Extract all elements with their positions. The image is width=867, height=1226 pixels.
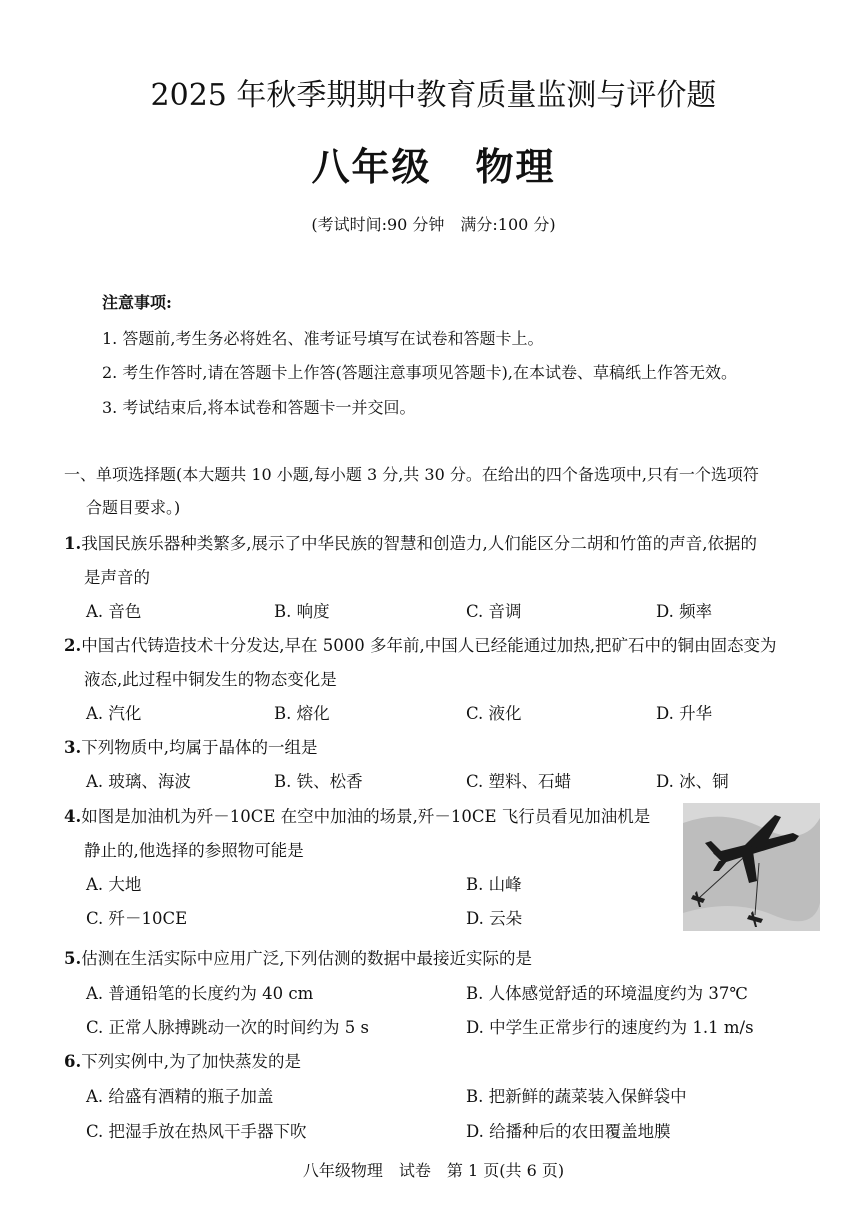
option-a[interactable]: A. 给盛有酒精的瓶子加盖 bbox=[86, 1087, 274, 1106]
option-a[interactable]: A. 汽化 bbox=[86, 704, 142, 723]
option-b[interactable]: B. 铁、松香 bbox=[274, 772, 363, 791]
option-c[interactable]: C. 塑料、石蜡 bbox=[466, 772, 572, 791]
option-c[interactable]: C. 歼－10CE bbox=[86, 909, 188, 928]
option-a[interactable]: A. 玻璃、海波 bbox=[86, 772, 191, 791]
question-stem: 我国民族乐器种类繁多,展示了中华民族的智慧和创造力,人们能区分二胡和竹笛的声音,依据的 bbox=[81, 534, 757, 553]
subject-label: 物理 bbox=[475, 144, 556, 189]
question-number: 6. bbox=[64, 1052, 82, 1071]
page-footer: 八年级物理 试卷 第 1 页(共 6 页) bbox=[302, 1161, 565, 1180]
question-stem: 如图是加油机为歼－10CE 在空中加油的场景,歼－10CE 飞行员看见加油机是 bbox=[81, 807, 651, 826]
option-b[interactable]: B. 山峰 bbox=[466, 875, 522, 894]
option-b[interactable]: B. 熔化 bbox=[274, 704, 330, 723]
option-c[interactable]: C. 音调 bbox=[466, 602, 522, 621]
exam-info: (考试时间:90 分钟 满分:100 分) bbox=[311, 215, 556, 234]
option-d[interactable]: D. 给播种后的农田覆盖地膜 bbox=[466, 1122, 671, 1141]
exam-title: 2025 年秋季期期中教育质量监测与评价题 bbox=[150, 78, 717, 113]
question-stem-cont: 是声音的 bbox=[84, 568, 150, 587]
option-a[interactable]: A. 音色 bbox=[86, 602, 142, 621]
option-a[interactable]: A. 普通铅笔的长度约为 40 cm bbox=[86, 984, 314, 1003]
exam-subtitle bbox=[0, 136, 867, 191]
notice-item: 2. 考生作答时,请在答题卡上作答(答题注意事项见答题卡),在本试卷、草稿纸上作答无效。 bbox=[102, 363, 738, 382]
option-a[interactable]: A. 大地 bbox=[86, 875, 142, 894]
option-d[interactable]: D. 频率 bbox=[656, 602, 713, 621]
question-5 bbox=[64, 945, 532, 969]
question-stem-cont: 液态,此过程中铜发生的物态变化是 bbox=[84, 670, 337, 689]
notice-item: 3. 考试结束后,将本试卷和答题卡一并交回。 bbox=[102, 398, 416, 417]
option-d[interactable]: D. 中学生正常步行的速度约为 1.1 m/s bbox=[466, 1018, 754, 1037]
option-b[interactable]: B. 人体感觉舒适的环境温度约为 37℃ bbox=[466, 984, 748, 1003]
option-d[interactable]: D. 冰、铜 bbox=[656, 772, 729, 791]
question-number: 1. bbox=[64, 534, 82, 553]
refueling-aircraft-image bbox=[683, 803, 820, 931]
option-b[interactable]: B. 把新鲜的蔬菜装入保鲜袋中 bbox=[466, 1087, 687, 1106]
question-stem: 下列实例中,为了加快蒸发的是 bbox=[81, 1052, 301, 1071]
option-c[interactable]: C. 把湿手放在热风干手器下吹 bbox=[86, 1122, 307, 1141]
question-3 bbox=[64, 734, 317, 758]
question-number: 5. bbox=[64, 949, 82, 968]
option-d[interactable]: D. 云朵 bbox=[466, 909, 523, 928]
option-c[interactable]: C. 液化 bbox=[466, 704, 522, 723]
question-stem-cont: 静止的,他选择的参照物可能是 bbox=[84, 841, 304, 860]
section-heading: 一、单项选择题(本大题共 10 小题,每小题 3 分,共 30 分。在给出的四个备选项中,只有一个选项符 bbox=[64, 465, 759, 484]
question-number: 3. bbox=[64, 738, 82, 757]
question-1 bbox=[64, 530, 757, 554]
question-stem: 下列物质中,均属于晶体的一组是 bbox=[81, 738, 318, 757]
question-6 bbox=[64, 1048, 301, 1072]
grade-label: 八年级 bbox=[311, 144, 432, 189]
option-d[interactable]: D. 升华 bbox=[656, 704, 713, 723]
option-c[interactable]: C. 正常人脉搏跳动一次的时间约为 5 s bbox=[86, 1018, 369, 1037]
notice-heading: 注意事项: bbox=[102, 293, 172, 312]
question-number: 2. bbox=[64, 636, 82, 655]
notice-item: 1. 答题前,考生务必将姓名、准考证号填写在试卷和答题卡上。 bbox=[102, 329, 544, 348]
question-stem: 估测在生活实际中应用广泛,下列估测的数据中最接近实际的是 bbox=[81, 949, 532, 968]
question-2 bbox=[64, 632, 776, 656]
question-number: 4. bbox=[64, 807, 82, 826]
question-stem: 中国古代铸造技术十分发达,早在 5000 多年前,中国人已经能通过加热,把矿石中的铜由固态变为 bbox=[81, 636, 777, 655]
question-4 bbox=[64, 803, 650, 827]
section-heading-cont: 合题目要求。) bbox=[86, 498, 181, 517]
aircraft-illustration bbox=[683, 803, 820, 931]
option-b[interactable]: B. 响度 bbox=[274, 602, 330, 621]
